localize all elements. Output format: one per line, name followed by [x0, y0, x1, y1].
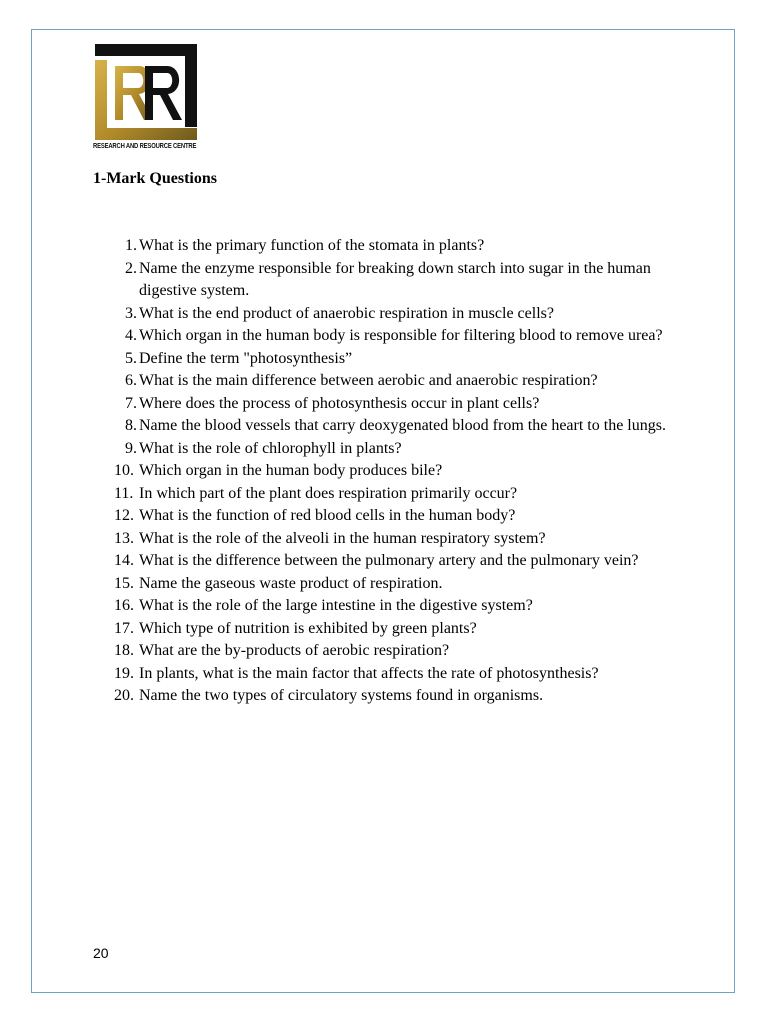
question-item [125, 438, 679, 461]
question-item [114, 663, 679, 686]
question-text: In plants, what is the main factor that affects the rate of photosynthesis? [139, 664, 599, 682]
question-item [114, 550, 679, 573]
question-item [125, 348, 679, 371]
question-text: What is the role of the alveoli in the human respiratory system? [139, 529, 546, 547]
question-number: 3. [125, 304, 137, 322]
section-title: 1-Mark Questions [93, 170, 217, 187]
question-number: 8. [125, 417, 137, 434]
logo [93, 42, 199, 154]
question-number: 20. [114, 687, 134, 704]
question-item [125, 235, 679, 258]
rr-logo-icon [93, 42, 199, 142]
question-text: Name the enzyme responsible for breaking down starch into sugar in the human digestive system. [139, 259, 651, 299]
question-text: What is the function of red blood cells in the human body? [139, 507, 516, 524]
question-text: In which part of the plant does respiration primarily occur? [139, 484, 518, 502]
question-number: 19. [114, 664, 134, 682]
question-item [125, 258, 679, 303]
question-number: 7. [125, 394, 137, 412]
question-text: Which organ in the human body produces bile? [139, 462, 443, 479]
question-number: 1. [125, 237, 137, 254]
question-text: Which type of nutrition is exhibited by green plants? [139, 619, 477, 637]
page-number: 20 [93, 945, 109, 961]
question-number: 2. [125, 259, 137, 277]
question-number: 12. [114, 507, 134, 524]
question-number: 16. [114, 597, 134, 614]
question-item [114, 640, 679, 663]
question-item [114, 483, 679, 506]
question-text: Name the blood vessels that carry deoxygenated blood from the heart to the lungs. [139, 417, 666, 434]
question-item [125, 325, 679, 348]
question-number: 13. [114, 529, 134, 547]
question-number: 15. [114, 574, 134, 592]
question-item [125, 415, 679, 438]
question-number: 6. [125, 372, 137, 389]
question-number: 4. [125, 327, 137, 344]
question-number: 11. [114, 484, 134, 502]
question-text: What is the difference between the pulmonary artery and the pulmonary vein? [139, 552, 639, 569]
question-number: 5. [125, 349, 137, 367]
question-text: What is the main difference between aerobic and anaerobic respiration? [139, 372, 598, 389]
question-number: 17. [114, 619, 134, 637]
question-item [114, 460, 679, 483]
question-text: Name the two types of circulatory systems found in organisms. [139, 687, 544, 704]
question-text: Where does the process of photosynthesis occur in plant cells? [139, 394, 540, 412]
question-text: What is the end product of anaerobic respiration in muscle cells? [139, 304, 554, 322]
question-item [114, 573, 679, 596]
question-text: Which organ in the human body is responsible for filtering blood to remove urea? [139, 327, 663, 344]
question-number: 9. [125, 439, 137, 457]
question-text: What is the role of chlorophyll in plants? [139, 439, 402, 457]
question-text: What is the primary function of the stomata in plants? [139, 237, 485, 254]
question-list [114, 235, 679, 708]
logo-caption: RESEARCH AND RESOURCE CENTRE [93, 143, 197, 150]
question-number: 10. [114, 462, 134, 479]
question-number: 18. [114, 642, 134, 659]
question-item [125, 370, 679, 393]
question-text: What are the by-products of aerobic respiration? [139, 642, 450, 659]
question-text: Define the term "photosynthesis” [139, 349, 353, 367]
question-item [125, 393, 679, 416]
question-item [114, 528, 679, 551]
question-item [125, 303, 679, 326]
question-item [114, 595, 679, 618]
question-item [114, 505, 679, 528]
question-number: 14. [114, 552, 134, 569]
question-text: Name the gaseous waste product of respiration. [139, 574, 443, 592]
question-item [114, 618, 679, 641]
question-text: What is the role of the large intestine in the digestive system? [139, 597, 533, 614]
question-item [114, 685, 679, 708]
